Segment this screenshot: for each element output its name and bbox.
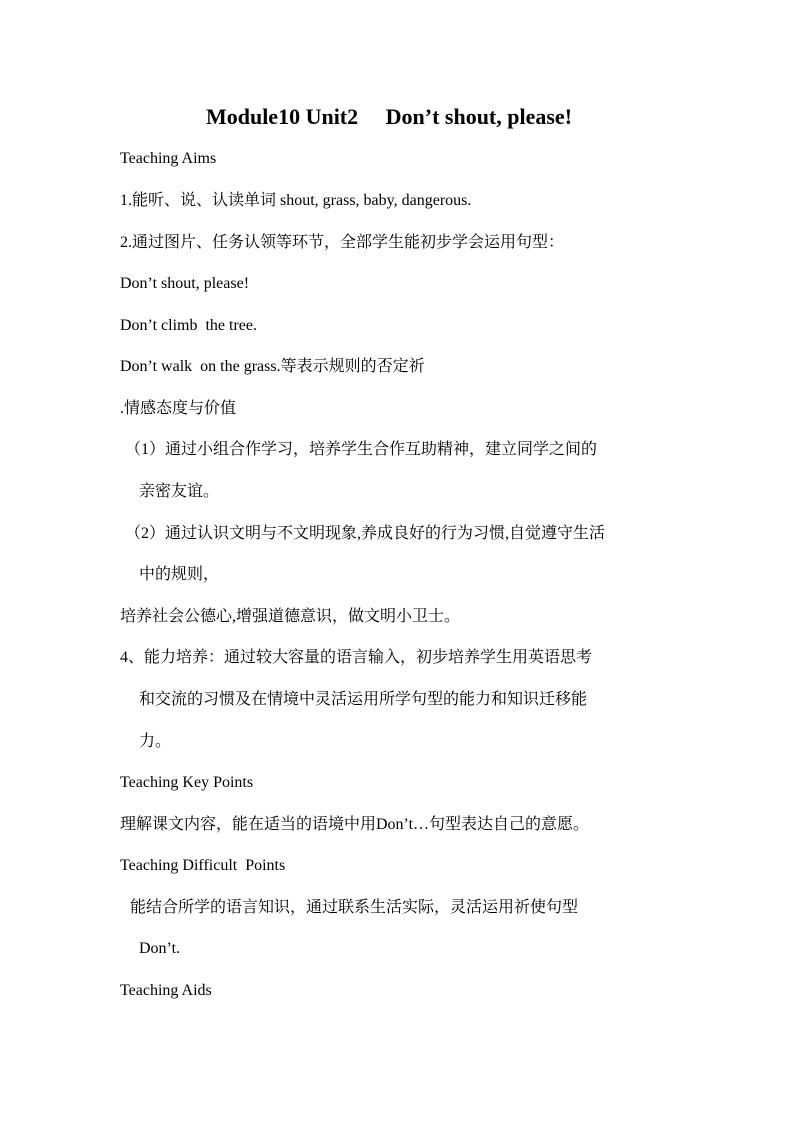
emotion-item-2-tail: 培养社会公德心,增强道德意识，做文明小卫士。 (120, 608, 461, 625)
section-heading-teaching-aids: Teaching Aids (120, 982, 212, 999)
emotion-item-1-continued: 亲密友谊。 (139, 483, 220, 500)
example-sentence: Don’t shout, please! (120, 275, 250, 292)
emotion-item-2-continued: 中的规则， (139, 566, 220, 583)
emotion-item-2: （2）通过认识文明与不文明现象,养成良好的行为习惯,自觉遵守生活 (125, 525, 606, 542)
example-sentence: Don’t climb the tree. (120, 317, 257, 334)
document-title: Module10 Unit2 Don’t shout, please! (205, 104, 573, 129)
example-sentence: Don’t walk on the grass.等表示规则的否定祈 (120, 358, 425, 375)
section-heading-key-points: Teaching Key Points (120, 774, 254, 791)
ability-item: 4、能力培养：通过较大容量的语言输入，初步培养学生用英语思考 (120, 649, 593, 666)
key-points-text: 理解课文内容，能在适当的语境中用Don’t…句型表达自己的意愿。 (120, 816, 590, 833)
section-heading-difficult-points: Teaching Difficult Points (120, 857, 286, 874)
ability-item-tail: 力。 (139, 733, 172, 750)
emotion-item-1: （1）通过小组合作学习，培养学生合作互助精神，建立同学之间的 (125, 441, 598, 458)
ability-item-continued: 和交流的习惯及在情境中灵活运用所学句型的能力和知识迁移能 (139, 691, 588, 708)
difficult-points-text: 能结合所学的语言知识，通过联系生活实际，灵活运用祈使句型 (130, 899, 579, 916)
section-heading-teaching-aims: Teaching Aims (120, 150, 217, 167)
aim-item-1: 1.能听、说、认读单词 shout, grass, baby, dangerous. (120, 192, 472, 209)
difficult-points-text-continued: Don’t. (139, 940, 181, 957)
section-heading-emotion: .情感态度与价值 (120, 400, 237, 417)
aim-item-2: 2.通过图片、任务认领等环节，全部学生能初步学会运用句型： (120, 234, 565, 251)
